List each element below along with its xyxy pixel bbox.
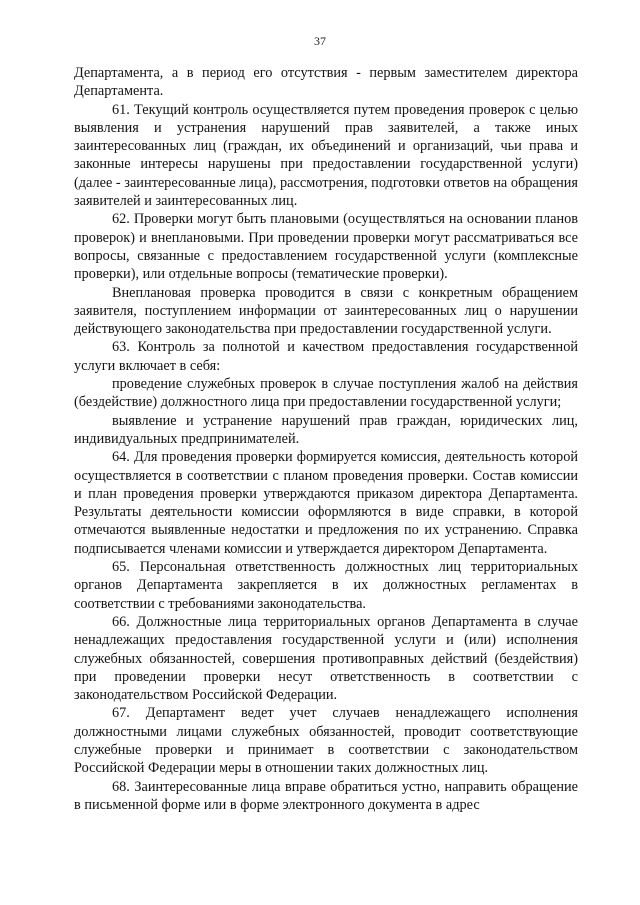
paragraph: 63. Контроль за полнотой и качеством предоставления государственной услуги включает в себя: [74, 339, 578, 374]
page-number: 37 [314, 34, 326, 48]
paragraph: проведение служебных проверок в случае поступления жалоб на действия (бездействие) должностного лица при предоставлении государственной услуги; [74, 376, 578, 411]
paragraph: Департамента, а в период его отсутствия - первым заместителем директора Департамента. [74, 65, 578, 100]
paragraph: 61. Текущий контроль осуществляется путем проведения проверок с целью выявления и устранения нарушений прав заявителей, а также иных заинтересованных лиц (граждан, их объединений и организаций, чьи права и законные интересы нарушены при предоставлении государственной услуги) (далее - заинтересованные лица), рассмотрения, подготовки ответов на обращения заявителей и заинтересованных лиц. [74, 101, 578, 210]
document-body [74, 64, 578, 814]
paragraph: 66. Должностные лица территориальных органов Департамента в случае ненадлежащих предоставления государственной услуги и (или) исполнения служебных обязанностей, совершения противоправных действий (бездействия) при проведении проверки несут ответственность в соответствии с законодательством Российской Федерации. [74, 613, 578, 704]
paragraph: 67. Департамент ведет учет случаев ненадлежащего исполнения должностными лицами служебных обязанностей, проводит соответствующие служебные проверки и принимает в соответствии с законодательством Российской Федерации меры в отношении таких должностных лиц. [74, 705, 578, 777]
paragraph: Внеплановая проверка проводится в связи с конкретным обращением заявителя, поступлением информации от заинтересованных лиц о нарушении действующего законодательства при предоставлении государственной услуги. [74, 284, 578, 338]
paragraph: 65. Персональная ответственность должностных лиц территориальных органов Департамента закрепляется в их должностных регламентах в соответствии с требованиями законодательства. [74, 559, 578, 612]
paragraph: 62. Проверки могут быть плановыми (осуществляться на основании планов проверок) и внеплановыми. При проведении проверки могут рассматриваться все вопросы, связанные с предоставлением государственной услуги (комплексные проверки), или отдельные вопросы (тематические проверки). [74, 211, 578, 283]
paragraph: 64. Для проведения проверки формируется комиссия, деятельность которой осуществляется в соответствии с планом проведения проверки. Состав комиссии и план проведения проверки утверждаются приказом директора Департамента. Результаты деятельности комиссии оформляются в виде справки, в которой отмечаются выявленные недостатки и предложения по их устранению. Справка подписывается членами комиссии и утверждается директором Департамента. [74, 449, 578, 557]
paragraph: 68. Заинтересованные лица вправе обратиться устно, направить обращение в письменной форме или в форме электронного документа в адрес [74, 778, 578, 813]
paragraph: выявление и устранение нарушений прав граждан, юридических лиц, индивидуальных предпринимателей. [74, 412, 578, 447]
